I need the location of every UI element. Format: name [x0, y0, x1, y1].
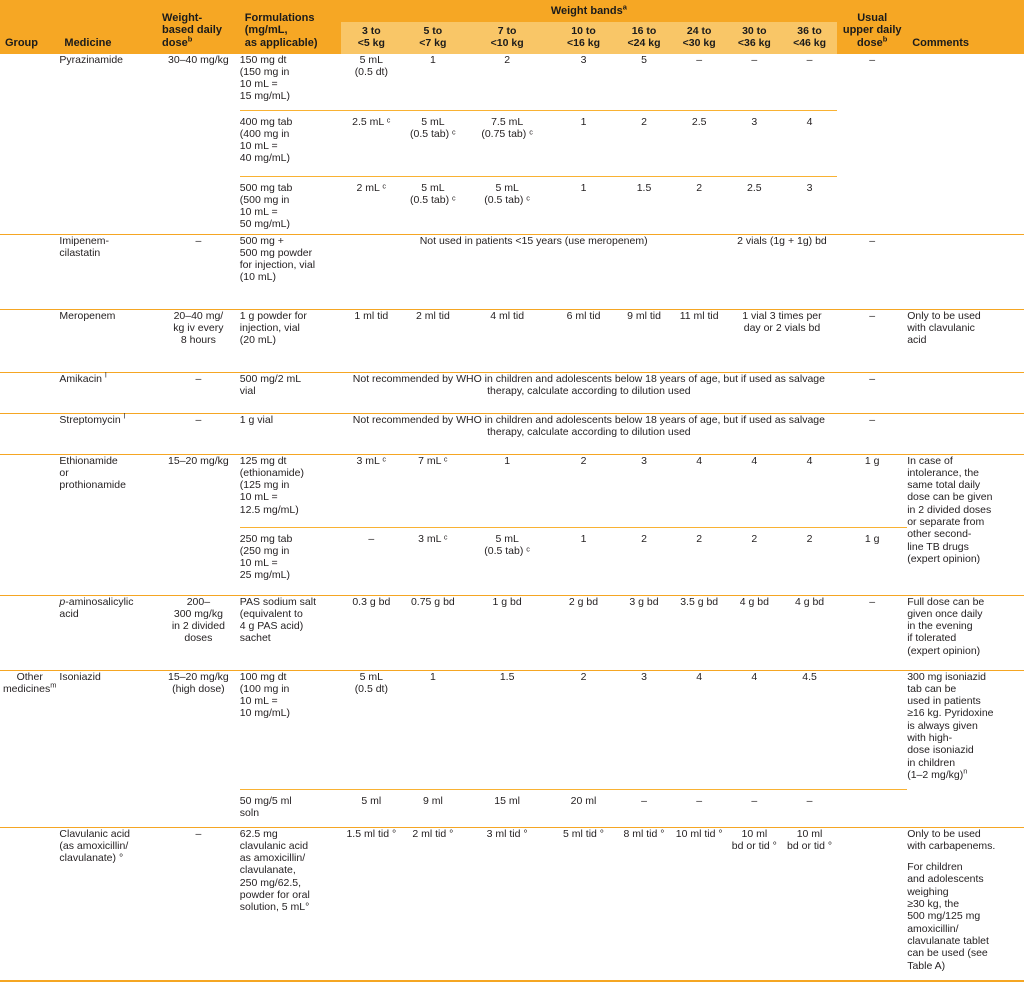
cell-band-ethionamide-1-0: 3 mL ᶜ [341, 454, 403, 527]
cell-band-isoniazid-2-3: 20 ml [551, 789, 617, 827]
cell-band-clavulanic-0: 1.5 ml tid ° [341, 827, 403, 981]
header-weight-based-daily-dose [157, 0, 240, 54]
table-row-streptomycin [0, 413, 1024, 454]
header-weight-bands-title [341, 0, 838, 22]
cell-medicine-amikacin [59, 372, 157, 413]
cell-formulation-amikacin: 500 mg/2 mL vial [240, 372, 341, 413]
cell-band-pyrazinamide-2-0: 2.5 mL ᶜ [341, 110, 403, 176]
cell-band-pyrazinamide-3-0: 2 mL ᶜ [341, 176, 403, 234]
cell-formulation-ethionamide-2: 250 mg tab (250 mg in 10 mL = 25 mg/mL) [240, 527, 341, 595]
cell-group-pyrazinamide [0, 54, 59, 235]
header-weight-bands-footnote: a [622, 2, 627, 12]
cell-formulation-isoniazid-1: 100 mg dt (100 mg in 10 mL = 10 mg/mL) [240, 670, 341, 789]
cell-band-pas-3: 2 g bd [551, 595, 617, 670]
cell-comments-streptomycin [907, 413, 1024, 454]
cell-band-pas-5: 3.5 g bd [672, 595, 727, 670]
cell-band-isoniazid-2-7: – [782, 789, 837, 827]
cell-band-pas-1: 0.75 g bd [402, 595, 464, 670]
cell-band-ethionamide-2-3: 1 [551, 527, 617, 595]
cell-band-pyrazinamide-3-3: 1 [551, 176, 617, 234]
table-row-isoniazid-1 [0, 670, 1024, 789]
cell-group-meropenem [0, 309, 59, 372]
table-body [0, 54, 1024, 982]
cell-band-pyrazinamide-1-7: – [782, 54, 837, 111]
band-7-line2: <46 kg [793, 36, 827, 49]
cell-band-meropenem-6: 1 vial 3 times per day or 2 vials bd [727, 309, 837, 372]
band-6-line2: <36 kg [737, 36, 771, 49]
cell-upper-imipenem: – [837, 234, 907, 309]
band-4-line1: 16 to [631, 24, 657, 37]
cell-upper-pyrazinamide-3 [837, 176, 907, 234]
header-band-2 [464, 22, 551, 54]
cell-band-isoniazid-1-4: 3 [616, 670, 671, 789]
cell-dailydose-imipenem: – [157, 234, 240, 309]
header-weight-bands-label: Weight bands [550, 5, 623, 17]
cell-comments-isoniazid [907, 670, 1024, 827]
cell-span-message-amikacin: Not recommended by WHO in children and adolescents below 18 years of age, but if used as salvage therapy, calculate according to dilution used [341, 372, 838, 413]
band-1-line1: 5 to [423, 24, 443, 37]
header-usual-upper-daily-dose-text: Usual upper daily dose [842, 11, 902, 49]
cell-band-isoniazid-2-1: 9 ml [402, 789, 464, 827]
header-band-7 [782, 22, 837, 54]
cell-formulation-pyrazinamide-1: 150 mg dt (150 mg in 10 mL = 15 mg/mL) [240, 54, 341, 111]
cell-band-pyrazinamide-3-4: 1.5 [616, 176, 671, 234]
cell-medicine-pas [59, 595, 157, 670]
cell-upper-pas: – [837, 595, 907, 670]
band-2-line2: <10 kg [490, 36, 524, 49]
cell-band-isoniazid-1-2: 1.5 [464, 670, 551, 789]
cell-formulation-isoniazid-2: 50 mg/5 ml soln [240, 789, 341, 827]
band-1-line2: <7 kg [419, 36, 447, 49]
cell-comments-ethionamide: In case of intolerance, the same total daily dose can be given in 2 divided doses or separate from other second- line TB drugs (expert opinion) [907, 454, 1024, 595]
cell-band-ethionamide-1-4: 3 [616, 454, 671, 527]
cell-band-pyrazinamide-1-0: 5 mL (0.5 dt) [341, 54, 403, 111]
cell-band-isoniazid-1-5: 4 [672, 670, 727, 789]
cell-band-ethionamide-2-6: 2 [727, 527, 782, 595]
cell-comments-pyrazinamide [907, 54, 1024, 235]
cell-band-clavulanic-4: 8 ml tid ° [616, 827, 671, 981]
cell-band-pas-7: 4 g bd [782, 595, 837, 670]
table-row-pas [0, 595, 1024, 670]
cell-medicine-isoniazid: Isoniazid [59, 670, 157, 827]
band-0-line2: <5 kg [357, 36, 385, 49]
table-row-clavulanic [0, 827, 1024, 981]
band-3-line1: 10 to [571, 24, 596, 37]
cell-band-ethionamide-1-5: 4 [672, 454, 727, 527]
header-band-3 [551, 22, 617, 54]
header-band-4 [616, 22, 671, 54]
cell-upper-isoniazid-2 [837, 789, 907, 827]
band-7-line1: 36 to [797, 24, 822, 37]
comments-footnote-isoniazid: n [963, 766, 968, 776]
cell-formulation-streptomycin: 1 g vial [240, 413, 341, 454]
cell-span-message-imipenem: Not used in patients <15 years (use meropenem) [341, 234, 727, 309]
cell-comments-clavulanic [907, 827, 1024, 981]
table-bottom-rule [0, 981, 1024, 982]
header-usual-upper-daily-dose-footnote: b [882, 34, 888, 44]
cell-medicine-ethionamide: Ethionamide or prothionamide [59, 454, 157, 595]
cell-upper-pyrazinamide-1: – [837, 54, 907, 111]
cell-band-meropenem-3: 6 ml tid [551, 309, 617, 372]
cell-band-pas-0: 0.3 g bd [341, 595, 403, 670]
cell-dailydose-ethionamide: 15–20 mg/kg [157, 454, 240, 595]
cell-band-meropenem-0: 1 ml tid [341, 309, 403, 372]
header-band-5 [672, 22, 727, 54]
medicine-footnote-streptomycin: l [123, 411, 126, 421]
cell-band-isoniazid-1-1: 1 [402, 670, 464, 789]
cell-dailydose-streptomycin: – [157, 413, 240, 454]
header-band-6 [727, 22, 782, 54]
cell-band-pyrazinamide-2-7: 4 [782, 110, 837, 176]
cell-medicine-streptomycin [59, 413, 157, 454]
cell-band-ethionamide-2-0: – [341, 527, 403, 595]
table-row-ethionamide-1 [0, 454, 1024, 527]
cell-band-pyrazinamide-3-7: 3 [782, 176, 837, 234]
cell-upper-isoniazid-1 [837, 670, 907, 789]
cell-dailydose-isoniazid: 15–20 mg/kg (high dose) [157, 670, 240, 827]
cell-medicine-imipenem: Imipenem- cilastatin [59, 234, 157, 309]
cell-band-pyrazinamide-3-5: 2 [672, 176, 727, 234]
cell-upper-ethionamide-2: 1 g [837, 527, 907, 595]
table-row-pyrazinamide-1 [0, 54, 1024, 111]
header-row-main [0, 0, 1024, 22]
cell-formulation-pyrazinamide-2: 400 mg tab (400 mg in 10 mL = 40 mg/mL) [240, 110, 341, 176]
cell-band-pyrazinamide-3-1: 5 mL (0.5 tab) ᶜ [402, 176, 464, 234]
cell-upper-amikacin: – [837, 372, 907, 413]
header-band-1 [402, 22, 464, 54]
band-3-line2: <16 kg [567, 36, 600, 49]
cell-medicine-meropenem: Meropenem [59, 309, 157, 372]
cell-formulation-meropenem: 1 g powder for injection, vial (20 mL) [240, 309, 341, 372]
cell-band-isoniazid-2-4: – [616, 789, 671, 827]
cell-band-pyrazinamide-1-3: 3 [551, 54, 617, 111]
header-weight-based-daily-dose-text: Weight- based daily dose [162, 11, 222, 49]
band-4-line2: <24 kg [627, 36, 661, 49]
cell-band-pyrazinamide-2-2: 7.5 mL (0.75 tab) ᶜ [464, 110, 551, 176]
table-row-imipenem [0, 234, 1024, 309]
header-medicine: Medicine [59, 0, 157, 54]
cell-band-meropenem-1: 2 ml tid [402, 309, 464, 372]
cell-group-pas [0, 595, 59, 670]
cell-dailydose-meropenem: 20–40 mg/ kg iv every 8 hours [157, 309, 240, 372]
group-footnote-isoniazid: m [50, 680, 57, 690]
cell-band-isoniazid-1-0: 5 mL (0.5 dt) [341, 670, 403, 789]
cell-upper-streptomycin: – [837, 413, 907, 454]
cell-band-ethionamide-1-6: 4 [727, 454, 782, 527]
header-usual-upper-daily-dose [837, 0, 907, 54]
cell-upper-pyrazinamide-2 [837, 110, 907, 176]
group-label-isoniazid: Other medicines [2, 670, 51, 695]
cell-band-pyrazinamide-1-2: 2 [464, 54, 551, 111]
cell-band-pyrazinamide-1-4: 5 [616, 54, 671, 111]
cell-band-ethionamide-2-4: 2 [616, 527, 671, 595]
medicine-label-pas: -aminosalicylic acid [59, 595, 134, 620]
cell-band-pas-4: 3 g bd [616, 595, 671, 670]
cell-comments-meropenem: Only to be used with clavulanic acid [907, 309, 1024, 372]
cell-dailydose-pyrazinamide: 30–40 mg/kg [157, 54, 240, 235]
cell-band-clavulanic-2: 3 ml tid ° [464, 827, 551, 981]
cell-upper-meropenem: – [837, 309, 907, 372]
cell-formulation-pas: PAS sodium salt (equivalent to 4 g PAS acid) sachet [240, 595, 341, 670]
cell-band-ethionamide-1-7: 4 [782, 454, 837, 527]
comments-text-isoniazid: 300 mg isoniazid tab can be used in patients ≥16 kg. Pyridoxine is always given with high- dose isoniazid in children (1–2 mg/kg) [907, 670, 994, 781]
cell-group-streptomycin [0, 413, 59, 454]
cell-band-pyrazinamide-1-6: – [727, 54, 782, 111]
cell-band-pyrazinamide-1-5: – [672, 54, 727, 111]
band-5-line1: 24 to [686, 24, 712, 37]
cell-band-ethionamide-2-1: 3 mL ᶜ [402, 527, 464, 595]
cell-band-isoniazid-2-5: – [672, 789, 727, 827]
cell-band-pyrazinamide-2-6: 3 [727, 110, 782, 176]
table-header [0, 0, 1024, 54]
cell-medicine-clavulanic: Clavulanic acid (as amoxicillin/ clavulanate) ° [59, 827, 157, 981]
medicine-footnote-amikacin: l [104, 370, 107, 380]
cell-band-ethionamide-1-2: 1 [464, 454, 551, 527]
cell-band-pas-2: 1 g bd [464, 595, 551, 670]
cell-band-clavulanic-5: 10 ml tid ° [672, 827, 727, 981]
cell-band-isoniazid-1-7: 4.5 [782, 670, 837, 789]
cell-comments-pas: Full dose can be given once daily in the evening if tolerated (expert opinion) [907, 595, 1024, 670]
cell-band-isoniazid-2-6: – [727, 789, 782, 827]
cell-band-pyrazinamide-2-1: 5 mL (0.5 tab) ᶜ [402, 110, 464, 176]
cell-group-imipenem [0, 234, 59, 309]
cell-band-isoniazid-1-6: 4 [727, 670, 782, 789]
cell-band-ethionamide-2-5: 2 [672, 527, 727, 595]
cell-band-clavulanic-7: 10 ml bd or tid ° [782, 827, 837, 981]
cell-band-ethionamide-2-7: 2 [782, 527, 837, 595]
cell-band-isoniazid-2-0: 5 ml [341, 789, 403, 827]
cell-band-pas-6: 4 g bd [727, 595, 782, 670]
cell-formulation-imipenem: 500 mg + 500 mg powder for injection, vial (10 mL) [240, 234, 341, 309]
cell-group-isoniazid [0, 670, 59, 827]
cell-band-meropenem-5: 11 ml tid [672, 309, 727, 372]
cell-formulation-pyrazinamide-3: 500 mg tab (500 mg in 10 mL = 50 mg/mL) [240, 176, 341, 234]
table-row-meropenem [0, 309, 1024, 372]
comments-clavulanic-p1: Only to be used with carbapenems. [907, 827, 996, 852]
cell-band-pyrazinamide-2-3: 1 [551, 110, 617, 176]
cell-band-pyrazinamide-3-2: 5 mL (0.5 tab) ᶜ [464, 176, 551, 234]
header-formulations: Formulations (mg/mL, as applicable) [240, 0, 341, 54]
cell-medicine-pyrazinamide: Pyrazinamide [59, 54, 157, 235]
cell-band-ethionamide-1-1: 7 mL ᶜ [402, 454, 464, 527]
header-weight-based-daily-dose-footnote: b [187, 34, 193, 44]
cell-formulation-ethionamide-1: 125 mg dt (ethionamide) (125 mg in 10 mL = 12.5 mg/mL) [240, 454, 341, 527]
header-group: Group [0, 0, 59, 54]
cell-band-pyrazinamide-2-4: 2 [616, 110, 671, 176]
cell-band-pyrazinamide-3-6: 2.5 [727, 176, 782, 234]
cell-group-amikacin [0, 372, 59, 413]
cell-band-imipenem-last: 2 vials (1g + 1g) bd [727, 234, 837, 309]
cell-group-clavulanic [0, 827, 59, 981]
cell-dailydose-clavulanic: – [157, 827, 240, 981]
medicine-label-amikacin: Amikacin [59, 372, 103, 385]
header-band-0 [341, 22, 403, 54]
cell-formulation-clavulanic: 62.5 mg clavulanic acid as amoxicillin/ clavulanate, 250 mg/62.5, powder for oral solution, 5 mL° [240, 827, 341, 981]
cell-comments-imipenem [907, 234, 1024, 309]
cell-band-ethionamide-2-2: 5 mL (0.5 tab) ᶜ [464, 527, 551, 595]
medicine-label-pas-italic: p [59, 595, 66, 608]
cell-band-meropenem-4: 9 ml tid [616, 309, 671, 372]
comments-clavulanic-p2: For children and adolescents weighing ≥30 kg, the 500 mg/125 mg amoxicillin/ clavulanate tablet can be used (see Table A) [907, 861, 989, 972]
cell-band-pyrazinamide-1-1: 1 [402, 54, 464, 111]
cell-band-pyrazinamide-2-5: 2.5 [672, 110, 727, 176]
table-bottom-rule-row [0, 981, 1024, 982]
cell-dailydose-pas: 200– 300 mg/kg in 2 divided doses [157, 595, 240, 670]
cell-band-isoniazid-2-2: 15 ml [464, 789, 551, 827]
cell-band-clavulanic-6: 10 ml bd or tid ° [727, 827, 782, 981]
cell-band-isoniazid-1-3: 2 [551, 670, 617, 789]
cell-band-ethionamide-1-3: 2 [551, 454, 617, 527]
cell-group-ethionamide [0, 454, 59, 595]
cell-band-meropenem-2: 4 ml tid [464, 309, 551, 372]
band-5-line2: <30 kg [682, 36, 716, 49]
medicine-label-streptomycin: Streptomycin [59, 413, 121, 426]
cell-band-clavulanic-3: 5 ml tid ° [551, 827, 617, 981]
cell-upper-clavulanic [837, 827, 907, 981]
band-0-line1: 3 to [361, 24, 381, 37]
band-6-line1: 30 to [742, 24, 767, 37]
cell-band-clavulanic-1: 2 ml tid ° [402, 827, 464, 981]
cell-comments-amikacin [907, 372, 1024, 413]
table-row-amikacin [0, 372, 1024, 413]
cell-dailydose-amikacin: – [157, 372, 240, 413]
header-comments: Comments [907, 0, 1024, 54]
cell-upper-ethionamide-1: 1 g [837, 454, 907, 527]
cell-span-message-streptomycin: Not recommended by WHO in children and adolescents below 18 years of age, but if used as salvage therapy, calculate according to dilution used [341, 413, 838, 454]
band-2-line1: 7 to [497, 24, 517, 37]
